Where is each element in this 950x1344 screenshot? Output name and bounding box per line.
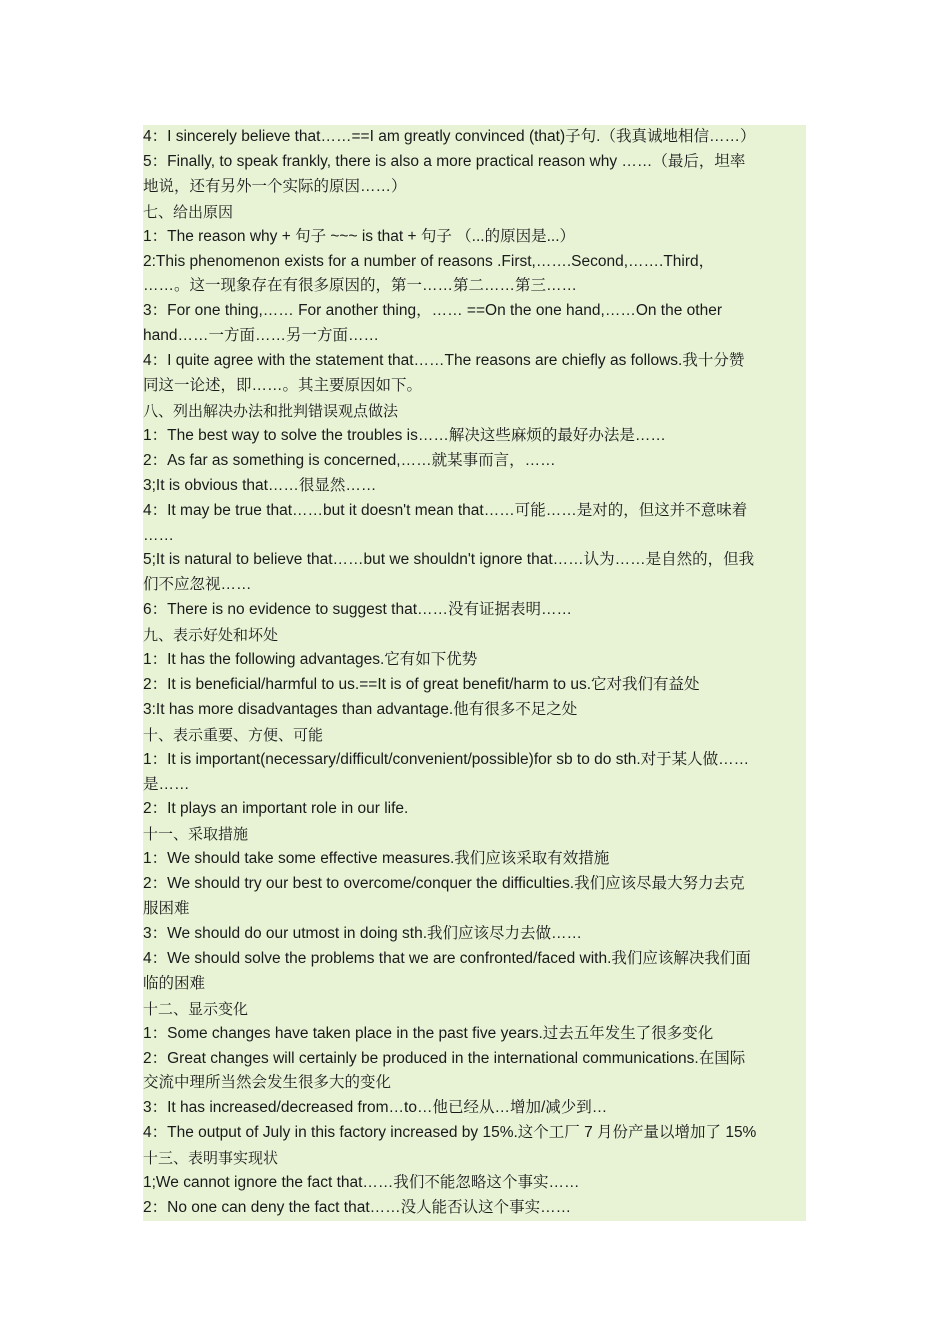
section-heading: 七、给出原因 <box>143 202 234 221</box>
text-line: 同这一论述，即……。其主要原因如下。 <box>143 377 423 395</box>
section-heading: 十二、显示变化 <box>143 999 249 1018</box>
section-heading: 九、表示好处和坏处 <box>143 626 279 645</box>
text-line: 1：Some changes have taken place in the past five years.过去五年发生了很多变化 <box>143 1024 714 1042</box>
text-line: hand……一方面……另一方面…… <box>143 327 379 345</box>
text-line: 2：No one can deny the fact that……没人能否认这个事实…… <box>143 1198 572 1216</box>
text-line: 地说，还有另外一个实际的原因……） <box>143 177 407 195</box>
text-line: 4：The output of July in this factory increased by 15%.这个工厂 7 月份产量以增加了 15% <box>143 1124 757 1142</box>
text-line: 3：It has increased/decreased from…to…他已经从…增加/减少到… <box>143 1099 608 1117</box>
text-line: ……。这一现象存在有很多原因的，第一……第二……第三…… <box>143 277 578 295</box>
text-line: 1：We should take some effective measures.我们应该采取有效措施 <box>143 850 610 868</box>
text-line: 临的困难 <box>143 974 206 992</box>
text-line: 4：It may be true that……but it doesn't mean that……可能……是对的，但这并不意味着 <box>143 501 748 519</box>
text-line: 1：The reason why + 句子 ~~~ is that + 句子 （...的原因是...） <box>143 227 575 245</box>
section-heading: 十、表示重要、方便、可能 <box>143 725 324 744</box>
text-line: 4：I sincerely believe that……==I am greatly convinced (that)子句.（我真诚地相信……） <box>143 128 756 145</box>
text-line: 2：As far as something is concerned,……就某事而言，…… <box>143 451 556 469</box>
text-line: 交流中理所当然会发生很多大的变化 <box>143 1074 392 1092</box>
text-line: 2：Great changes will certainly be produced in the international communications.在国际 <box>143 1049 746 1067</box>
text-line: 服困难 <box>143 900 190 918</box>
text-line: 3;It is obvious that……很显然…… <box>143 476 377 494</box>
text-line: 2：It plays an important role in our life. <box>143 800 409 818</box>
text-line: 2:This phenomenon exists for a number of reasons .First,…….Second,…….Third， <box>143 252 715 270</box>
text-line: 5：Finally, to speak frankly, there is also a more practical reason why ……（最后，坦率 <box>143 152 746 170</box>
text-line: 4：We should solve the problems that we are confronted/faced with.我们应该解决我们面 <box>143 949 751 967</box>
text-line: 3：We should do our utmost in doing sth.我们应该尽力去做…… <box>143 925 583 942</box>
section-heading: 十三、表明事实现状 <box>143 1149 279 1168</box>
text-line: 2：We should try our best to overcome/conquer the difficulties.我们应该尽最大努力去克 <box>143 875 745 893</box>
text-line: 1：The best way to solve the troubles is……解决这些麻烦的最好办法是…… <box>143 426 666 444</box>
text-line: 4：I quite agree with the statement that……The reasons are chiefly as follows.我十分赞 <box>143 352 745 370</box>
text-line: 6：There is no evidence to suggest that……没有证据表明…… <box>143 601 572 619</box>
text-line: 3：For one thing,…… For another thing，…… ==On the one hand,……On the other <box>143 302 722 320</box>
document-body <box>143 125 806 1221</box>
text-line: 3:It has more disadvantages than advantage.他有很多不足之处 <box>143 700 578 718</box>
text-line: 1：It has the following advantages.它有如下优势 <box>143 651 478 669</box>
text-line: 5;It is natural to believe that……but we shouldn't ignore that……认为……是自然的，但我 <box>143 551 755 569</box>
text-line: …… <box>143 526 174 544</box>
text-line: 1：It is important(necessary/difficult/convenient/possible)for sb to do sth.对于某人做…… <box>143 750 750 768</box>
text-line: 们不应忽视…… <box>143 576 252 594</box>
section-heading: 十一、采取措施 <box>143 825 249 844</box>
text-line: 是…… <box>143 775 190 793</box>
text-line: 2：It is beneficial/harmful to us.==It is of great benefit/harm to us.它对我们有益处 <box>143 675 700 693</box>
text-line: 1;We cannot ignore the fact that……我们不能忽略这个事实…… <box>143 1174 580 1192</box>
section-heading: 八、列出解决办法和批判错误观点做法 <box>143 401 399 420</box>
